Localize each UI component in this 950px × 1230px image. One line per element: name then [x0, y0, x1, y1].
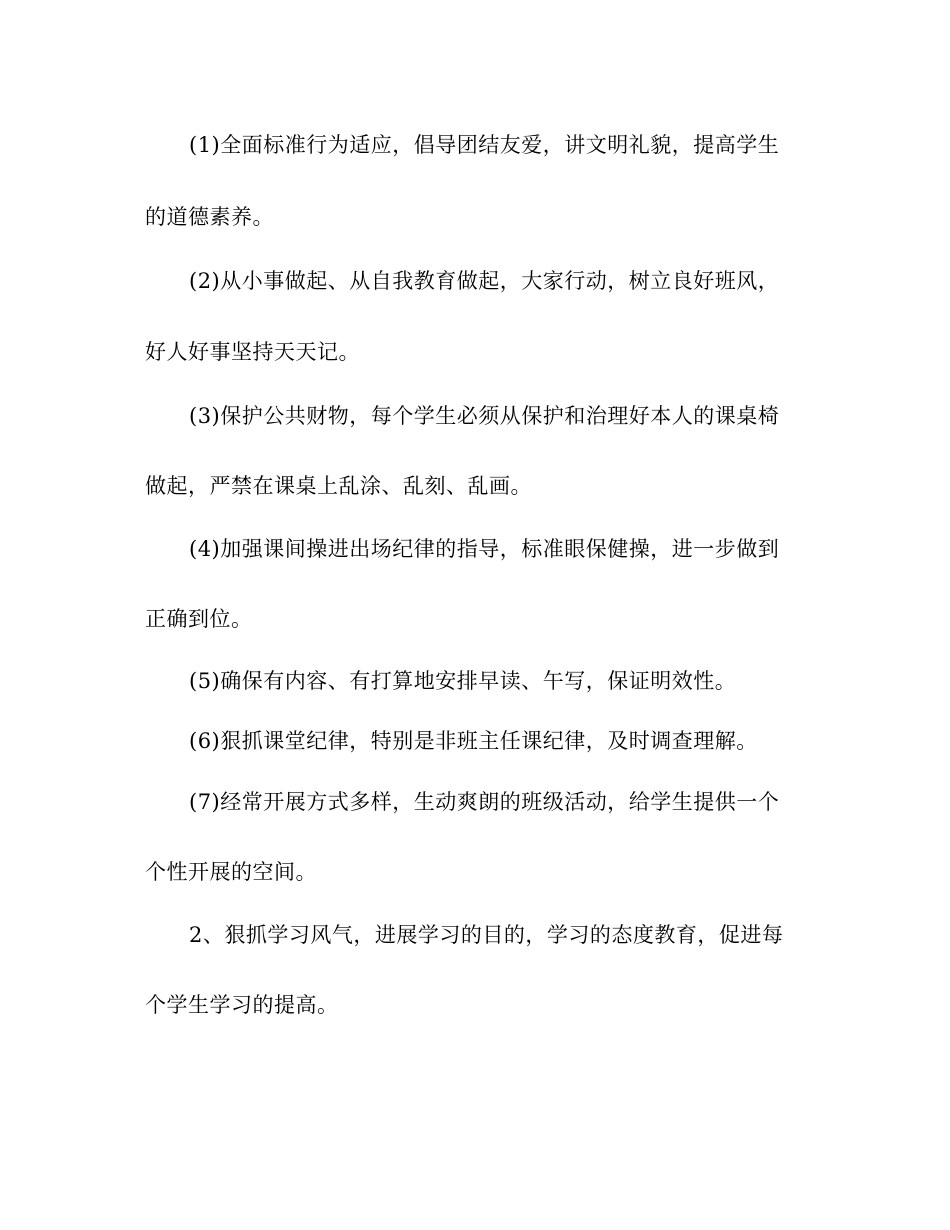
- paragraph-7-line-2: 个性开展的空间。: [145, 860, 317, 884]
- paragraph-6-line-1: (6)狠抓课堂纪律，特别是非班主任课纪律，及时调查理解。: [189, 729, 758, 753]
- paragraph-3-line-2: 做起，严禁在课桌上乱涂、乱刻、乱画。: [145, 474, 532, 498]
- paragraph-1-line-2: 的道德素养。: [145, 205, 274, 229]
- paragraph-4-line-2: 正确到位。: [145, 607, 253, 631]
- paragraph-8-line-1: 2、狠抓学习风气，进展学习的目的，学习的态度教育，促进每: [189, 923, 784, 947]
- paragraph-3-line-1: (3)保护公共财物，每个学生必须从保护和治理好本人的课桌椅: [189, 404, 780, 428]
- paragraph-8-line-2: 个学生学习的提高。: [145, 993, 339, 1017]
- paragraph-7-line-1: (7)经常开展方式多样，生动爽朗的班级活动，给学生提供一个: [189, 790, 780, 814]
- paragraph-4-line-1: (4)加强课间操进出场纪律的指导，标准眼保健操，进一步做到: [189, 537, 780, 561]
- paragraph-5-line-1: (5)确保有内容、有打算地安排早读、午写，保证明效性。: [189, 669, 737, 693]
- paragraph-2-line-1: (2)从小事做起、从自我教育做起，大家行动，树立良好班风，: [189, 269, 780, 293]
- paragraph-2-line-2: 好人好事坚持天天记。: [145, 340, 360, 364]
- paragraph-1-line-1: (1)全面标准行为适应，倡导团结友爱，讲文明礼貌，提高学生: [189, 133, 780, 157]
